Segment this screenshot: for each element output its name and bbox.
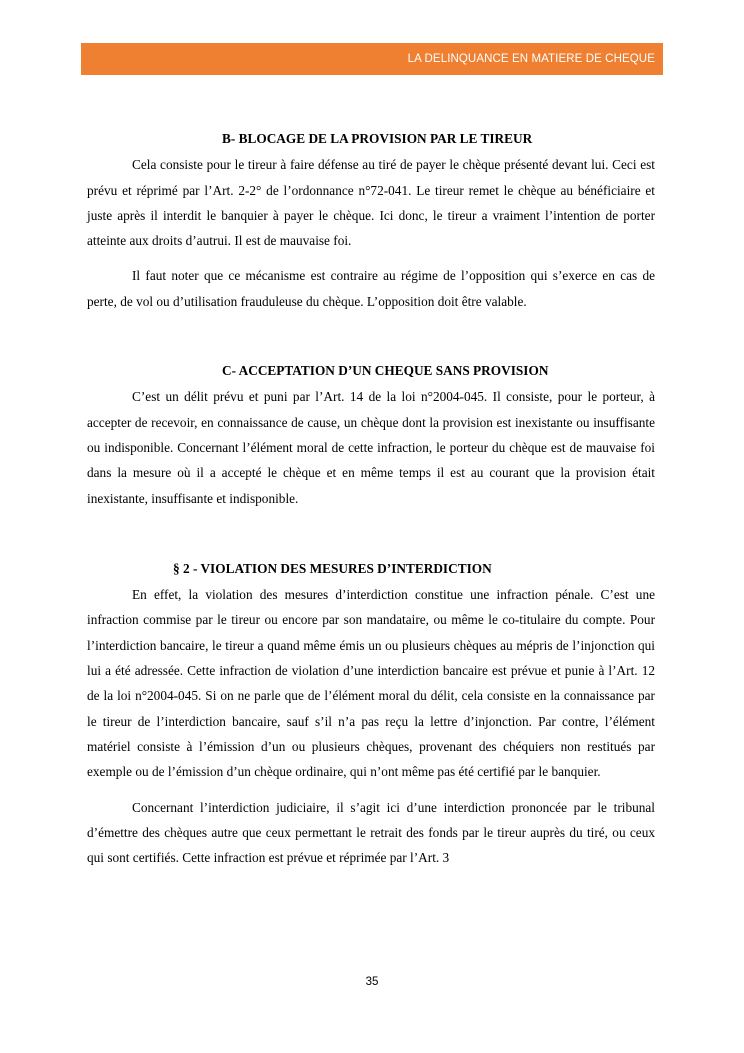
paragraph: Cela consiste pour le tireur à faire défense au tiré de payer le chèque présenté devant lui. Ceci est prévu et réprimé par l’Art. 2-2° de l’ordonnance n°72-041. Le tireur remet le chèque au bénéficiaire et juste après il interdit le banquier à payer le chèque. Ici donc, le tireur a vraiment l’intention de porter atteinte aux droits d’autrui. Il est de mauvaise foi. [87, 157, 655, 249]
paragraph: C’est un délit prévu et puni par l’Art. 14 de la loi n°2004-045. Il consiste, pour le porteur, à accepter de recevoir, en connaissance de cause, un chèque dont la provision est inexistante ou insuffisante ou indisponible. Concernant l’élément moral de cette infraction, le porteur du chèque est de mauvaise foi dans la mesure où il a accepté le chèque et en même temps il est au courant que la provision était inexistante, insuffisante et indisponible. [87, 389, 655, 506]
running-header-title: LA DELINQUANCE EN MATIERE DE CHEQUE [407, 53, 655, 65]
paragraph: Il faut noter que ce mécanisme est contraire au régime de l’opposition qui s’exerce en cas de perte, de vol ou d’utilisation frauduleuse du chèque. L’opposition doit être valable. [87, 268, 655, 309]
section-heading-b: B- BLOCAGE DE LA PROVISION PAR LE TIREUR [222, 131, 533, 146]
section-heading-c: C- ACCEPTATION D’UN CHEQUE SANS PROVISION [222, 363, 549, 379]
paragraph: En effet, la violation des mesures d’interdiction constitue une infraction pénale. C’est une infraction commise par le tireur ou encore par son mandataire, ou même le co-titulaire du compte. Pour l’interdiction bancaire, le tireur a quand même émis un ou plusieurs chèques au mépris de l’injonction qui lui a été adressée. Cette infraction de violation d’une interdiction bancaire est prévue et punie à l’Art. 12 de la loi n°2004-045. Si on ne parle que de l’élément moral du délit, cela consiste en la connaissance par le tireur de l’interdiction bancaire, sauf s’il n’a pas reçu la lettre d’injonction. Par contre, l’élément matériel consiste à l’émission d’un ou plusieurs chèques, provenant des chéquiers non restitués par exemple ou de l’émission d’un chèque ordinaire, qui n’ont même pas été certifié par le banquier. [87, 587, 655, 780]
page-number: 35 [365, 976, 379, 988]
running-header [81, 43, 663, 75]
paragraph: Concernant l’interdiction judiciaire, il s’agit ici d’une interdiction prononcée par le tribunal d’émettre des chèques autre que ceux permettant le retrait des fonds par le tireur auprès du tiré, ou ceux qui sont certifiés. Cette infraction est prévue et réprimée par l’Art. 3 [87, 799, 655, 866]
section-heading-s2: § 2 - VIOLATION DES MESURES D’INTERDICTION [173, 560, 492, 576]
page-body [87, 126, 655, 870]
